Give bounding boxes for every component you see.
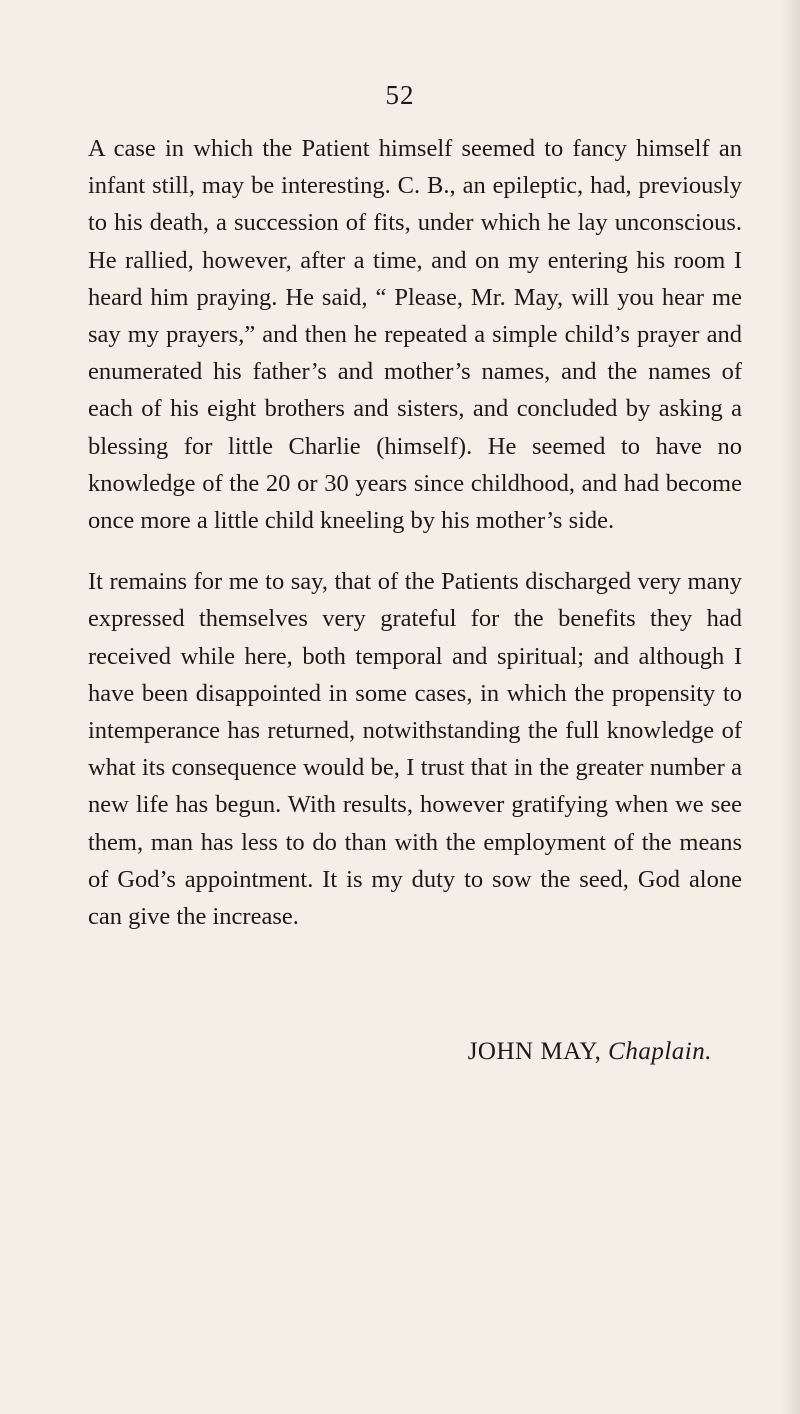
paragraph-case-report: A case in which the Patient himself seemed to fancy himself an infant still, may be interesting. C. B., an epileptic, had, previously to his death, a succession of fits, under which he lay unconscious. He rallied, however, after a time, and on my entering his room I heard him praying. He said, “ Please, Mr. May, will you hear me say my prayers,” and then he repeated a simple child’s prayer and enumerated his father’s and mother’s names, and the names of each of his eight brothers and sisters, and concluded by asking a blessing for little Charlie (himself). He seemed to have no knowledge of the 20 or 30 years since childhood, and had become once more a little child kneeling by his mother’s side.: [88, 135, 742, 535]
page-edge-shadow: [782, 0, 800, 1414]
signature-title: Chaplain.: [608, 1038, 712, 1065]
signature: [468, 1038, 712, 1066]
body-text: [88, 130, 742, 935]
signature-name: JOHN MAY,: [467, 1038, 602, 1065]
page-number: 52: [385, 80, 415, 110]
paragraph-conclusion: It remains for me to say, that of the Patients discharged very many expressed themselves very grateful for the benefits they had received while here, both temporal and spiritual; and although I have been disappointed in some cases, in which the propensity to intemperance has returned, notwithstanding the full knowledge of what its consequence would be, I trust that in the greater number a new life has begun. With results, however gratifying when we see them, man has less to do than with the employment of the means of God’s appointment. It is my duty to sow the seed, God alone can give the increase.: [88, 568, 742, 931]
